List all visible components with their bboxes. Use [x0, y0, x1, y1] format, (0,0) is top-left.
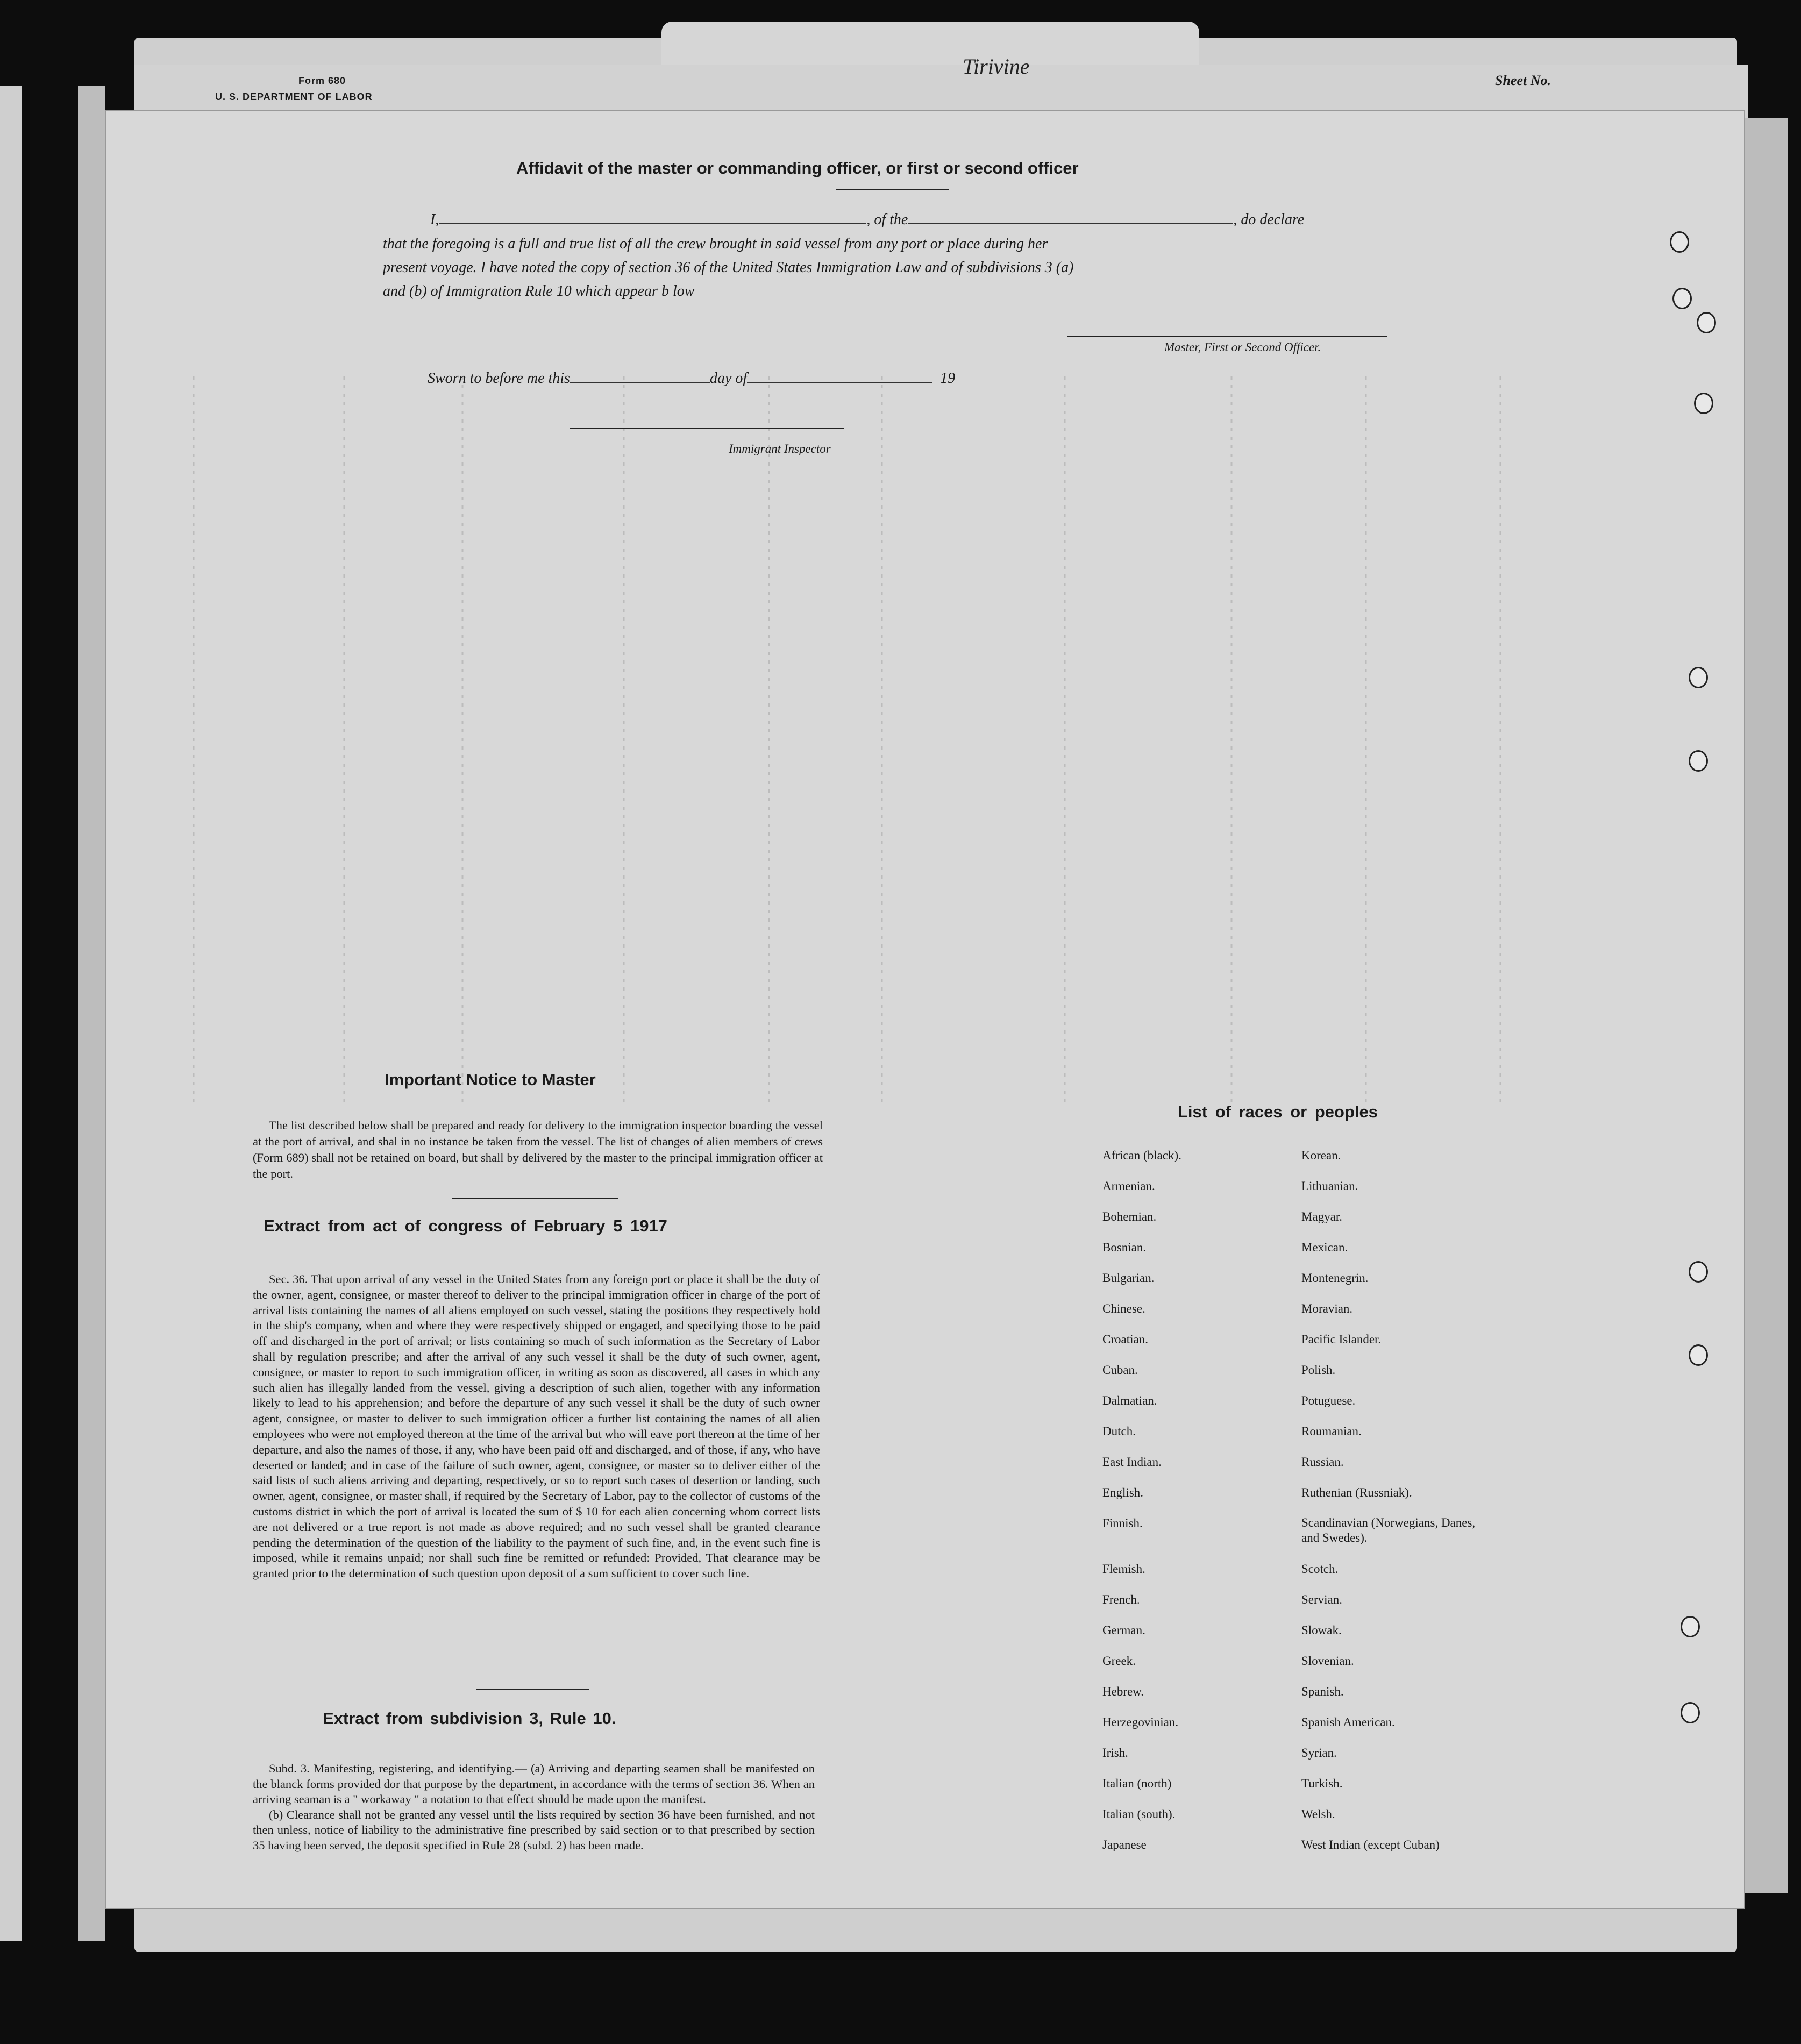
races-right-column	[1301, 1140, 1484, 1860]
race-item: German.	[1102, 1623, 1145, 1637]
race-item: Dutch.	[1102, 1425, 1136, 1438]
race-item: Chinese.	[1102, 1302, 1145, 1315]
race-item: Potuguese.	[1301, 1394, 1356, 1407]
extract-act-title: Extract from act of congress of February 5 1917	[264, 1216, 667, 1235]
binder-hole	[1672, 288, 1692, 309]
race-item: Herzegovinian.	[1102, 1715, 1179, 1729]
page-edge-right	[1745, 118, 1788, 1893]
race-item: African (black).	[1102, 1149, 1181, 1162]
binder-hole	[1670, 231, 1689, 253]
race-item: Turkish.	[1301, 1777, 1343, 1790]
binder-hole	[1689, 667, 1708, 688]
subdivision-3-para-b: (b) Clearance shall not be granted any vessel until the lists required by section 36 have been furnished, and not then unless, notice of liability to the administrative fine prescribed by said section or to that prescribed by section 35 having been served, the deposit specified in Rule 28 (subd. 2) has been made.	[253, 1807, 815, 1852]
race-item: French.	[1102, 1593, 1140, 1606]
notice-text: The list described below shall be prepared and ready for delivery to the immigration inspector boarding the vessel at the port of arrival, and shal in no instance be taken from the vessel. The list of changes of alien members of crews (Form 689) shall not be retained on board, but shall by delivered by the master to the principal immigration officer at the port.	[253, 1119, 823, 1180]
race-item: Magyar.	[1301, 1210, 1343, 1223]
sworn-text: Sworn to before me this	[428, 370, 570, 387]
race-item: Scotch.	[1301, 1562, 1339, 1576]
race-item: East Indian.	[1102, 1455, 1162, 1469]
title-rule	[836, 189, 949, 190]
race-item: Hebrew.	[1102, 1685, 1144, 1698]
race-item: Pacific Islander.	[1301, 1333, 1382, 1346]
race-item: Lithuanian.	[1301, 1179, 1358, 1193]
race-item: Cuban.	[1102, 1363, 1138, 1377]
department-label: U. S. DEPARTMENT OF LABOR	[215, 91, 373, 102]
race-item: Korean.	[1301, 1149, 1341, 1162]
race-item: Finnish.	[1102, 1516, 1143, 1530]
inspector-line	[570, 428, 844, 429]
race-item: Greek.	[1102, 1654, 1136, 1668]
race-item: Montenegrin.	[1301, 1271, 1369, 1285]
notice-rule	[452, 1198, 618, 1199]
affidavit-line-2: that the foregoing is a full and true list of all the crew brought in said vessel from any port or place during her	[383, 236, 1048, 252]
race-item: Croatian.	[1102, 1333, 1148, 1346]
race-item: Welsh.	[1301, 1807, 1335, 1821]
affidavit-declare: , do declare	[1233, 211, 1305, 228]
race-item: Servian.	[1301, 1593, 1343, 1606]
affidavit-title: Affidavit of the master or commanding officer, or first or second officer	[516, 159, 1079, 177]
handwritten-name: Tirivine	[963, 54, 1030, 79]
race-item: Slovenian.	[1301, 1654, 1354, 1668]
notice-title: Important Notice to Master	[385, 1070, 596, 1089]
race-item: Mexican.	[1301, 1241, 1348, 1254]
form-number: Form 680	[298, 75, 346, 86]
extract-rule	[476, 1689, 589, 1690]
affidavit-of-the: , of the	[866, 211, 908, 228]
race-item: Ruthenian (Russniak).	[1301, 1486, 1412, 1499]
sworn-line	[428, 370, 955, 387]
race-item: Syrian.	[1301, 1746, 1337, 1760]
race-item: Russian.	[1301, 1455, 1344, 1469]
binder-hole	[1681, 1702, 1700, 1723]
race-item: Spanish American.	[1301, 1715, 1395, 1729]
race-item: Scandinavian (Norwegians, Danes, and Swedes).	[1301, 1516, 1476, 1544]
races-title: List of races or peoples	[1178, 1102, 1378, 1121]
race-item: Roumanian.	[1301, 1425, 1362, 1438]
page-edge-left	[0, 86, 22, 1941]
sworn-day: day of	[709, 370, 748, 387]
race-item: Armenian.	[1102, 1179, 1155, 1193]
sworn-year: 19	[940, 370, 956, 387]
bleed-through-grid	[140, 376, 1592, 1102]
race-item: Bosnian.	[1102, 1241, 1147, 1254]
sheet-number-label: Sheet No.	[1495, 73, 1551, 88]
race-item: Irish.	[1102, 1746, 1128, 1760]
binder-hole	[1689, 1344, 1708, 1366]
binder-hole	[1681, 1616, 1700, 1637]
binder-hole	[1689, 750, 1708, 772]
binder-hole	[1694, 393, 1713, 414]
affidavit-line-1	[430, 211, 1304, 229]
page-edge-left-inner	[78, 86, 105, 1941]
extract-rule-title: Extract from subdivision 3, Rule 10.	[323, 1709, 616, 1728]
race-item: Slowak.	[1301, 1623, 1342, 1637]
race-item: Japanese	[1102, 1838, 1147, 1851]
binder-hole	[1689, 1261, 1708, 1283]
race-item: Spanish.	[1301, 1685, 1344, 1698]
race-item: Italian (north)	[1102, 1777, 1172, 1790]
subdivision-3-para-a: Subd. 3. Manifesting, registering, and identifying.— (a) Arriving and departing seamen shall be manifested on the blanck forms provided dor that purpose by the department, in accordance with the terms of section 36. When an arriving seaman is a " workaway " a notation to that effect should be made upon the manifest.	[253, 1762, 815, 1806]
section-36-text: Sec. 36. That upon arrival of any vessel in the United States from any foreign port or place it shall be the duty of the owner, agent, consignee, or master thereof to deliver to the principal immigration officer in charge of the port of arrival lists containing the names of all aliens employed on such vessel, stating the positions they respectively hold in the ship's company, when and where they were respectively shipped or engaged, and specifying those to be paid off and discharged in the port of arrival; or lists containing so much of such information as the Secretary of Labor shall by regulation prescribe; and after the arrival of any such vessel it shall be the duty of such owner, agent, consignee, or master to report to such immigration officer, in writing as soon as discovered, all cases in which any such alien has illegally landed from the vessel, giving a description of such alien, together with any information likely to lead to his apprehension; and before the departure of any such vessel it shall be the duty of such owner agent, consignee, or master to deliver to such immigration officer a further list containing the names of all alien employees who were not employed thereon at the time of the arrival but who will eave port thereon at the time of her departure, and also the names of those, if any, who have been paid off and discharged, and of those, if any, who have deserted or landed; and in case of the failure of such owner, agent, consignee, or master so to deliver either of the said lists of such aliens arriving and departing, respectively, or so to report such cases of desertion or landing, such owner, agent, consignee, or master shall, if required by the Secretary of Labor, pay to the collector of customs of the customs district in which the port of arrival is located the sum of $ 10 for each alien concerning whom correct lists are not delivered or a true report is not made as above required; and no such vessel shall be granted clearance pending the determination of the question of the liability to the payment of such fine, and, in the event such fine is imposed, while it remains unpaid; nor shall such fine be remitted or refunded: Provided, That clearance may be granted prior to the determination of such question upon deposit of a sum sufficient to cover such fine.	[253, 1272, 820, 1580]
races-left-column	[1102, 1140, 1181, 1860]
race-item: Polish.	[1301, 1363, 1336, 1377]
race-item: Dalmatian.	[1102, 1394, 1157, 1407]
affidavit-i: I,	[430, 211, 439, 228]
race-item: English.	[1102, 1486, 1144, 1499]
signature-line	[1067, 336, 1387, 337]
race-item: Bulgarian.	[1102, 1271, 1155, 1285]
race-item: Italian (south).	[1102, 1807, 1176, 1821]
subdivision-3-text	[253, 1761, 815, 1853]
race-item: West Indian (except Cuban)	[1301, 1838, 1440, 1851]
binder-hole	[1697, 312, 1716, 333]
race-item: Moravian.	[1301, 1302, 1353, 1315]
affidavit-line-3: present voyage. I have noted the copy of section 36 of the United States Immigration Law and of subdivisions 3 (a)	[383, 259, 1074, 276]
race-item: Bohemian.	[1102, 1210, 1157, 1223]
affidavit-line-4: and (b) of Immigration Rule 10 which appear b low	[383, 283, 695, 300]
inspector-label: Immigrant Inspector	[729, 442, 831, 455]
race-item: Flemish.	[1102, 1562, 1145, 1576]
signature-label: Master, First or Second Officer.	[1164, 340, 1321, 354]
